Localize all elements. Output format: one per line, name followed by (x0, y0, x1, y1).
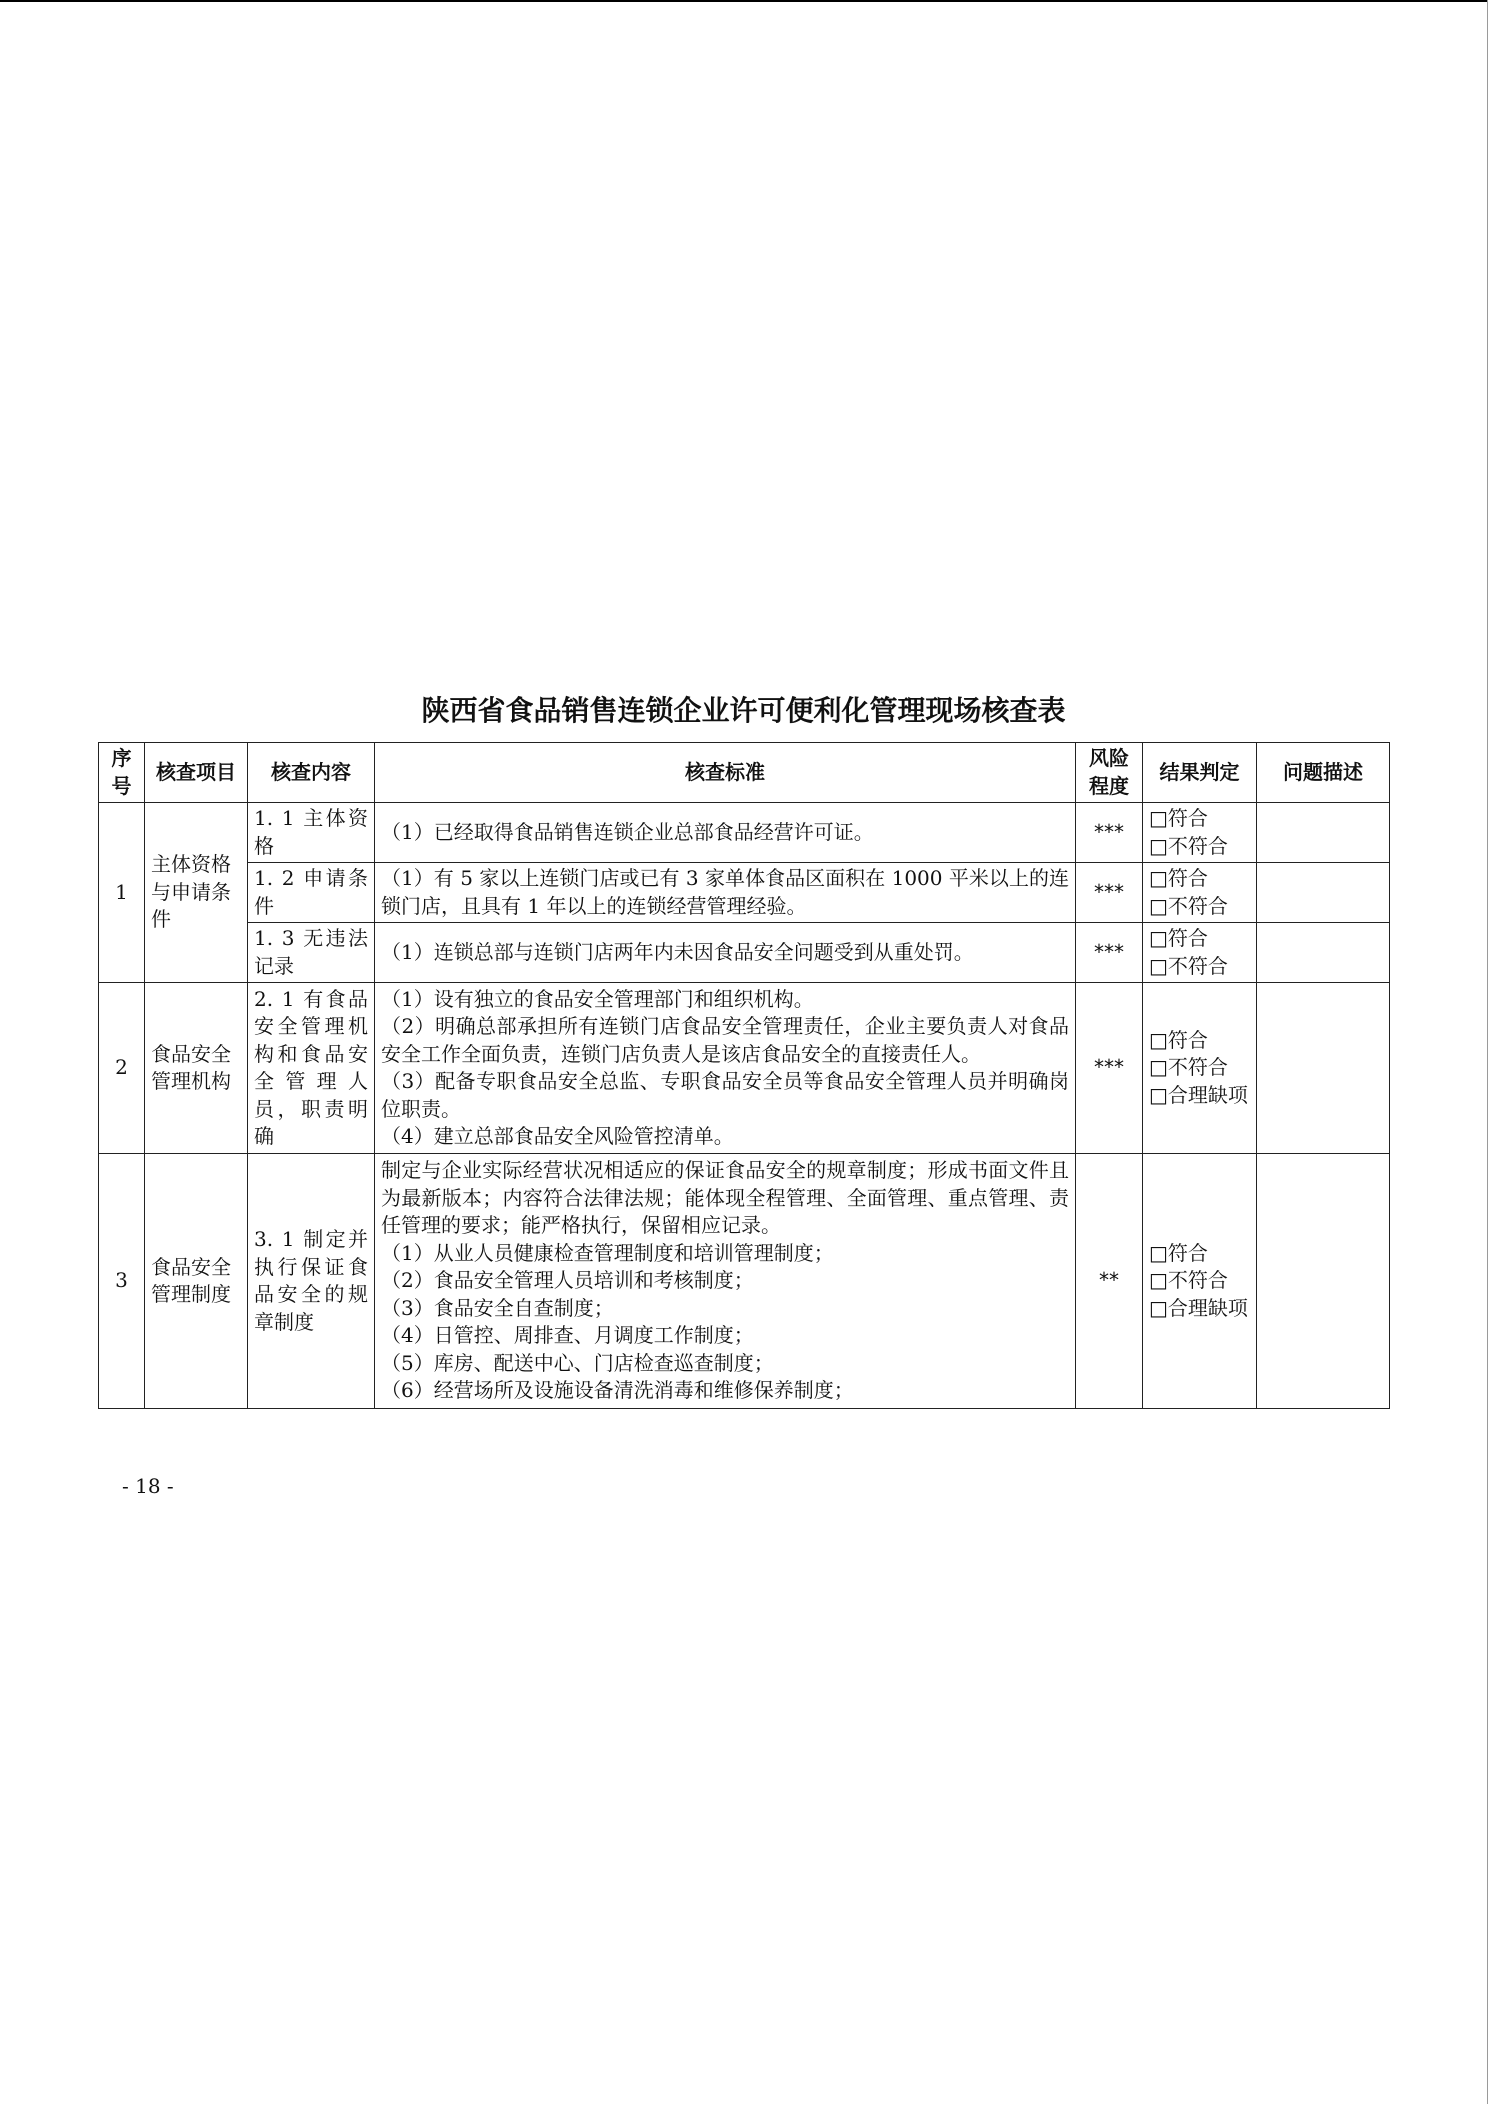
issue-cell (1257, 923, 1390, 983)
header-standard: 核查标准 (375, 743, 1076, 803)
result-cell (1143, 923, 1257, 983)
result-option: □不符合 (1149, 953, 1228, 978)
risk-cell: *** (1076, 923, 1143, 983)
header-risk: 风险程度 (1076, 743, 1143, 803)
standard-line: （2）食品安全管理人员培训和考核制度； (381, 1268, 754, 1292)
issue-cell (1257, 983, 1390, 1154)
result-option: □合理缺项 (1149, 1295, 1248, 1320)
result-cell (1143, 803, 1257, 863)
page-top-rule (0, 0, 1488, 2)
header-row (99, 743, 1390, 803)
header-item: 核查项目 (145, 743, 248, 803)
standard-line: （4）建立总部食品安全风险管控清单。 (381, 1124, 734, 1148)
item-cell: 主体资格与申请条件 (145, 803, 248, 983)
standard-line: （1）连锁总部与连锁门店两年内未因食品安全问题受到从重处罚。 (381, 939, 974, 964)
result-option: □不符合 (1149, 1055, 1228, 1080)
standard-cell (375, 803, 1076, 863)
result-cell (1143, 863, 1257, 923)
standard-line: （3）食品安全自查制度； (381, 1295, 614, 1320)
standard-line: （5）库房、配送中心、门店检查巡查制度； (381, 1350, 774, 1375)
table-row (99, 983, 1390, 1154)
content-cell: 1. 1 主体资格 (248, 803, 375, 863)
issue-cell (1257, 803, 1390, 863)
standard-line: 制定与企业实际经营状况相适应的保证食品安全的规章制度；形成书面文件且为最新版本；内容符合法律法规；能体现全程管理、全面管理、重点管理、责任管理的要求；能严格执行，保留相应记录。 (381, 1158, 1069, 1237)
result-option: □符合 (1149, 866, 1208, 890)
standard-line: （2）明确总部承担所有连锁门店食品安全管理责任，企业主要负责人对食品安全工作全面负责，连锁门店负责人是该店食品安全的直接责任人。 (381, 1014, 1069, 1066)
result-option: □符合 (1149, 1240, 1208, 1265)
header-content: 核查内容 (248, 743, 375, 803)
standard-line: （3）配备专职食品安全总监、专职食品安全员等食品安全管理人员并明确岗位职责。 (381, 1069, 1069, 1121)
header-seq: 序号 (99, 743, 145, 803)
standard-cell (375, 923, 1076, 983)
result-cell (1143, 1154, 1257, 1409)
result-option: □不符合 (1149, 893, 1228, 918)
header-issue: 问题描述 (1257, 743, 1390, 803)
table-row (99, 863, 1390, 923)
risk-cell: *** (1076, 863, 1143, 923)
result-option: □不符合 (1149, 833, 1228, 858)
result-option: □合理缺项 (1149, 1082, 1248, 1107)
result-option: □符合 (1149, 926, 1208, 950)
item-cell: 食品安全管理机构 (145, 983, 248, 1154)
standard-line: （1）有 5 家以上连锁门店或已有 3 家单体食品区面积在 1000 平米以上的连锁门店，且具有 1 年以上的连锁经营管理经验。 (381, 866, 1069, 918)
standard-line: （6）经营场所及设施设备清洗消毒和维修保养制度； (381, 1378, 854, 1402)
seq-cell: 2 (99, 983, 145, 1154)
risk-cell: *** (1076, 803, 1143, 863)
standard-line: （4）日管控、周排查、月调度工作制度； (381, 1323, 754, 1347)
standard-cell (375, 983, 1076, 1154)
content-cell: 1. 2 申请条件 (248, 863, 375, 923)
standard-cell (375, 863, 1076, 923)
seq-cell: 3 (99, 1154, 145, 1409)
issue-cell (1257, 1154, 1390, 1409)
result-cell (1143, 983, 1257, 1154)
risk-cell: *** (1076, 983, 1143, 1154)
result-option: □符合 (1149, 1027, 1208, 1052)
page-number: - 18 - (122, 1474, 174, 1498)
standard-line: （1）设有独立的食品安全管理部门和组织机构。 (381, 986, 814, 1011)
seq-cell: 1 (99, 803, 145, 983)
header-result: 结果判定 (1143, 743, 1257, 803)
content-cell: 1. 3 无违法记录 (248, 923, 375, 983)
content-cell: 2. 1 有食品安全管理机构和食品安全管理人员，职责明确 (248, 983, 375, 1154)
standard-line: （1）从业人员健康检查管理制度和培训管理制度； (381, 1240, 834, 1265)
document-title: 陕西省食品销售连锁企业许可便利化管理现场核查表 (421, 694, 1066, 727)
table-row (99, 803, 1390, 863)
standard-cell (375, 1154, 1076, 1409)
result-option: □不符合 (1149, 1268, 1228, 1293)
item-cell: 食品安全管理制度 (145, 1154, 248, 1409)
result-option: □符合 (1149, 806, 1208, 830)
table-row (99, 1154, 1390, 1409)
inspection-table (98, 742, 1390, 1409)
content-cell: 3. 1 制定并执行保证食品安全的规章制度 (248, 1154, 375, 1409)
issue-cell (1257, 863, 1390, 923)
risk-cell: ** (1076, 1154, 1143, 1409)
table-row (99, 923, 1390, 983)
standard-line: （1）已经取得食品销售连锁企业总部食品经营许可证。 (381, 819, 874, 844)
